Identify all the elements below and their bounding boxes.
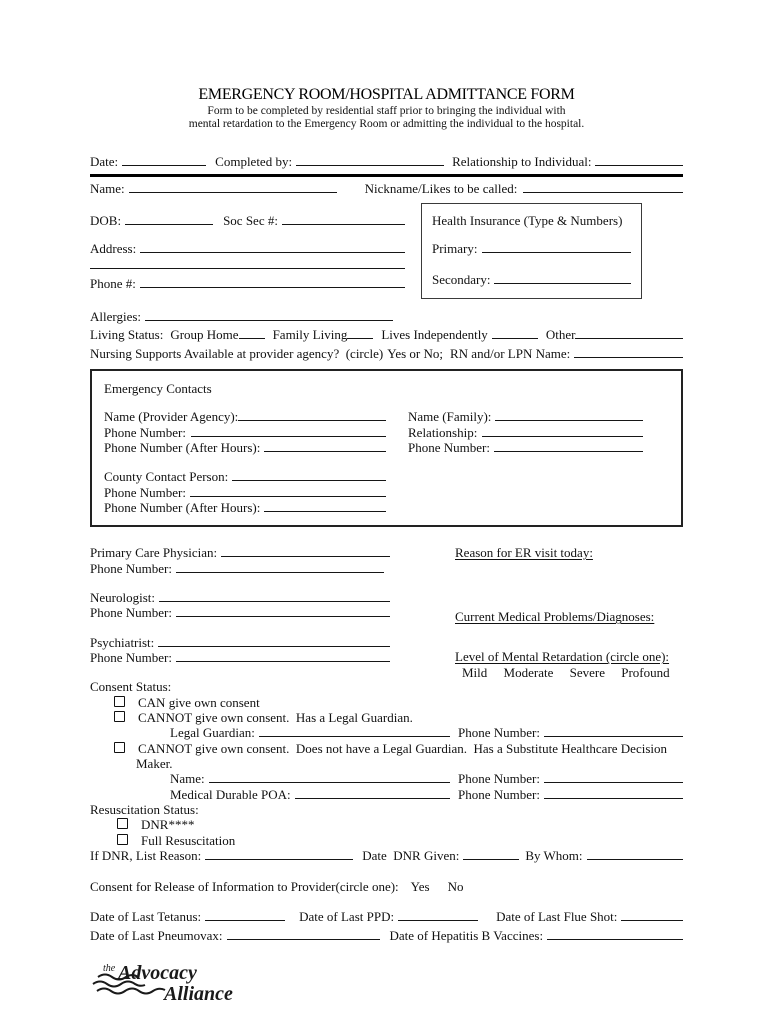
medical-poa-blank[interactable] <box>295 787 450 799</box>
pcp-phone-label: Phone Number: <box>90 560 172 576</box>
advocacy-alliance-logo <box>90 957 683 1010</box>
county-contact-row <box>104 469 669 484</box>
pneumovax-label: Date of Last Pneumovax: <box>90 927 223 943</box>
provider-after-hours-blank[interactable] <box>264 440 386 452</box>
substitute-name-blank[interactable] <box>209 771 450 783</box>
full-resuscitation-row <box>90 833 683 848</box>
allergies-row <box>90 309 683 324</box>
substitute-name-label: Name: <box>170 771 205 787</box>
by-whom-label: By Whom: <box>525 847 583 863</box>
insurance-secondary-row <box>432 272 631 287</box>
dnr-reason-blank[interactable] <box>205 848 353 860</box>
full-resuscitation-label: Full Resuscitation <box>141 832 236 848</box>
nickname-label: Nickname/Likes to be called: <box>364 181 518 197</box>
date-dnr-given-blank[interactable] <box>463 848 519 860</box>
legal-guardian-blank[interactable] <box>259 725 450 737</box>
vaccines-row2 <box>90 928 683 943</box>
county-phone-blank[interactable] <box>190 485 386 497</box>
neurologist-phone-row <box>90 605 390 620</box>
consent-cannot-no-guardian-row <box>90 741 683 756</box>
psychiatrist-phone-row <box>90 650 390 665</box>
legal-guardian-label: Legal Guardian: <box>170 725 255 741</box>
county-after-hours-row <box>104 500 669 515</box>
provider-phone-label: Phone Number: <box>104 424 186 440</box>
county-contact-label: County Contact Person: <box>104 469 229 485</box>
phone-label: Phone #: <box>90 275 136 291</box>
primary-blank[interactable] <box>482 241 632 253</box>
cannot-consent-no-guardian-checkbox[interactable] <box>114 742 125 753</box>
neurologist-phone-label: Phone Number: <box>90 605 172 621</box>
logo-wave-bottom <box>97 989 165 994</box>
legal-guardian-row <box>90 725 683 740</box>
dob-row <box>90 213 405 228</box>
resuscitation-section <box>90 802 683 863</box>
nursing-yes-no-option[interactable]: Yes or No; <box>387 345 443 361</box>
pneumovax-blank[interactable] <box>227 928 380 940</box>
insurance-title: Health Insurance (Type & Numbers) <box>432 212 623 228</box>
ppd-blank[interactable] <box>398 909 478 921</box>
dob-label: DOB: <box>90 212 122 228</box>
reason-er-heading: Reason for ER visit today: <box>455 545 593 561</box>
address-row <box>90 241 405 256</box>
release-no-option[interactable]: No <box>447 879 464 895</box>
provider-name-row <box>104 409 669 424</box>
allergies-blank[interactable] <box>145 309 393 321</box>
physicians-section <box>90 545 683 681</box>
soc-sec-blank[interactable] <box>282 213 405 225</box>
secondary-label: Secondary: <box>432 272 491 288</box>
other-label: Other <box>545 327 576 343</box>
substitute-name-row <box>90 771 683 786</box>
by-whom-blank[interactable] <box>587 848 683 860</box>
dnr-row <box>90 817 683 832</box>
pcp-row <box>90 545 390 560</box>
nursing-rn-label: RN and/or LPN Name: <box>450 345 571 361</box>
county-after-hours-blank[interactable] <box>264 500 386 512</box>
family-relationship-label: Relationship: <box>408 424 478 440</box>
form-title: EMERGENCY ROOM/HOSPITAL ADMITTANCE FORM <box>198 86 575 103</box>
soc-sec-label: Soc Sec #: <box>223 212 278 228</box>
neurologist-row <box>90 590 390 605</box>
release-row <box>90 879 683 894</box>
mr-option-severe[interactable]: Severe <box>569 665 605 681</box>
tetanus-blank[interactable] <box>205 909 285 921</box>
county-contact-blank[interactable] <box>232 469 386 481</box>
relationship-label: Relationship to Individual: <box>452 154 592 169</box>
provider-phone-blank[interactable] <box>191 425 386 437</box>
living-section <box>90 309 683 361</box>
phone-row <box>90 276 405 291</box>
neurologist-blank[interactable] <box>159 590 390 602</box>
consent-cannot-guardian-row <box>90 710 683 725</box>
family-phone-label: Phone Number: <box>408 439 490 455</box>
logo-graphic <box>90 957 250 1007</box>
date-dnr-given-label: Date DNR Given: <box>362 847 460 863</box>
if-dnr-row <box>90 848 683 863</box>
cannot-consent-guardian-checkbox[interactable] <box>114 711 125 722</box>
family-living-blank[interactable] <box>347 327 373 339</box>
provider-agency-blank[interactable] <box>238 409 386 421</box>
dnr-checkbox[interactable] <box>117 818 128 829</box>
mr-option-moderate[interactable]: Moderate <box>503 665 554 681</box>
date-row <box>90 154 683 177</box>
guardian-phone-label: Phone Number: <box>458 725 540 741</box>
ppd-label: Date of Last PPD: <box>299 909 395 925</box>
flu-shot-label: Date of Last Flue Shot: <box>496 909 618 925</box>
family-name-blank[interactable] <box>495 409 643 421</box>
date-label: Date: <box>90 154 119 169</box>
identity-left-column <box>90 213 405 291</box>
county-phone-row <box>104 485 669 500</box>
cannot-consent-guardian-label: CANNOT give own consent. Has a Legal Guardian. <box>138 709 413 725</box>
psychiatrist-label: Psychiatrist: <box>90 634 155 650</box>
pcp-label: Primary Care Physician: <box>90 545 218 561</box>
primary-label: Primary: <box>432 240 478 256</box>
mr-level-heading: Level of Mental Retardation (circle one): <box>455 649 670 665</box>
tetanus-label: Date of Last Tetanus: <box>90 909 202 925</box>
address-blank[interactable] <box>140 241 405 253</box>
consent-section <box>90 679 683 802</box>
consent-status-label: Consent Status: <box>90 679 172 695</box>
provider-phone-row <box>104 425 669 440</box>
psychiatrist-phone-blank[interactable] <box>176 650 390 662</box>
medical-poa-row <box>90 787 683 802</box>
hep-b-blank[interactable] <box>547 928 683 940</box>
lives-independently-label: Lives Independently <box>381 327 488 343</box>
completed-by-blank[interactable] <box>296 154 444 166</box>
living-status-label: Living Status: <box>90 327 164 343</box>
name-blank[interactable] <box>129 181 337 193</box>
county-after-hours-label: Phone Number (After Hours): <box>104 499 261 515</box>
mr-option-profound[interactable]: Profound <box>621 665 670 681</box>
flu-shot-blank[interactable] <box>621 909 683 921</box>
group-home-blank[interactable] <box>239 327 265 339</box>
can-consent-checkbox[interactable] <box>114 696 125 707</box>
dnr-label: DNR**** <box>141 817 195 833</box>
county-phone-label: Phone Number: <box>104 484 186 500</box>
family-phone-blank[interactable] <box>494 440 643 452</box>
full-resuscitation-checkbox[interactable] <box>117 834 128 845</box>
consent-can-row <box>90 695 683 710</box>
mr-option-mild[interactable]: Mild <box>462 665 488 681</box>
vaccines-row1 <box>90 909 683 924</box>
logo-alliance-text: Alliance <box>164 983 233 1006</box>
current-problems-heading: Current Medical Problems/Diagnoses: <box>455 609 655 625</box>
psychiatrist-row <box>90 635 390 650</box>
name-label: Name: <box>90 181 125 197</box>
release-label: Consent for Release of Information to Provider(circle one): <box>90 879 399 895</box>
address-label: Address: <box>90 240 137 256</box>
poa-phone-label: Phone Number: <box>458 786 540 802</box>
identity-section <box>90 213 683 291</box>
physicians-left-column <box>90 545 390 665</box>
neurologist-label: Neurologist: <box>90 589 155 605</box>
medical-poa-label: Medical Durable POA: <box>170 786 291 802</box>
form-subtitle-line2: mental retardation to the Emergency Room or admitting the individual to the hospital. <box>188 118 585 131</box>
logo-the-text: the <box>103 963 116 975</box>
vaccines-section <box>90 909 683 943</box>
insurance-box <box>421 203 642 299</box>
nursing-prefix: Nursing Supports Available at provider agency? (circle) <box>90 345 384 361</box>
living-status-row <box>90 327 683 342</box>
poa-phone-blank[interactable] <box>544 787 683 799</box>
emergency-contacts-box <box>90 369 683 527</box>
resuscitation-status-label: Resuscitation Status: <box>90 801 199 817</box>
hep-b-label: Date of Hepatitis B Vaccines: <box>389 927 544 943</box>
cannot-consent-no-guardian-line1: CANNOT give own consent. Does not have a Legal Guardian. Has a Substitute Healthcare Decision <box>138 740 668 756</box>
allergies-label: Allergies: <box>90 308 142 324</box>
emergency-contacts-title: Emergency Contacts <box>104 380 212 396</box>
nickname-blank[interactable] <box>523 181 683 193</box>
substitute-phone-label: Phone Number: <box>458 771 540 787</box>
pcp-phone-row <box>90 561 390 576</box>
dob-blank[interactable] <box>125 213 213 225</box>
completed-by-label: Completed by: <box>215 154 293 169</box>
if-dnr-label: If DNR, List Reason: <box>90 847 202 863</box>
substitute-phone-blank[interactable] <box>544 771 683 783</box>
form-subtitle-line1: Form to be completed by residential staff prior to bringing the individual with <box>207 104 566 117</box>
nursing-row <box>90 346 683 361</box>
logo-advocacy-text: Advocacy <box>118 962 197 985</box>
nursing-rn-blank[interactable] <box>574 346 683 358</box>
pcp-blank[interactable] <box>221 545 390 557</box>
cannot-consent-no-guardian-line2: Maker. <box>136 755 173 771</box>
other-blank[interactable] <box>575 327 683 339</box>
provider-agency-label: Name (Provider Agency): <box>104 409 239 425</box>
phone-blank[interactable] <box>140 276 405 288</box>
provider-after-hours-label: Phone Number (After Hours): <box>104 439 261 455</box>
relationship-blank[interactable] <box>595 154 683 166</box>
pcp-phone-blank[interactable] <box>176 561 384 573</box>
name-row <box>90 181 683 196</box>
lives-independently-blank[interactable] <box>492 327 538 339</box>
family-name-label: Name (Family): <box>408 409 492 425</box>
mr-options-row <box>462 665 683 680</box>
family-relationship-blank[interactable] <box>482 425 643 437</box>
date-blank[interactable] <box>122 154 206 166</box>
family-living-label: Family Living <box>272 327 348 343</box>
psychiatrist-blank[interactable] <box>158 635 390 647</box>
insurance-primary-row <box>432 241 631 256</box>
secondary-blank[interactable] <box>494 272 631 284</box>
can-consent-label: CAN give own consent <box>138 694 260 710</box>
neurologist-phone-blank[interactable] <box>176 605 390 617</box>
guardian-phone-blank[interactable] <box>544 725 683 737</box>
release-yes-option[interactable]: Yes <box>410 879 430 895</box>
group-home-label: Group Home <box>170 327 239 343</box>
psychiatrist-phone-label: Phone Number: <box>90 649 172 665</box>
provider-after-hours-row <box>104 440 669 455</box>
address-blank-line2[interactable] <box>90 258 405 269</box>
